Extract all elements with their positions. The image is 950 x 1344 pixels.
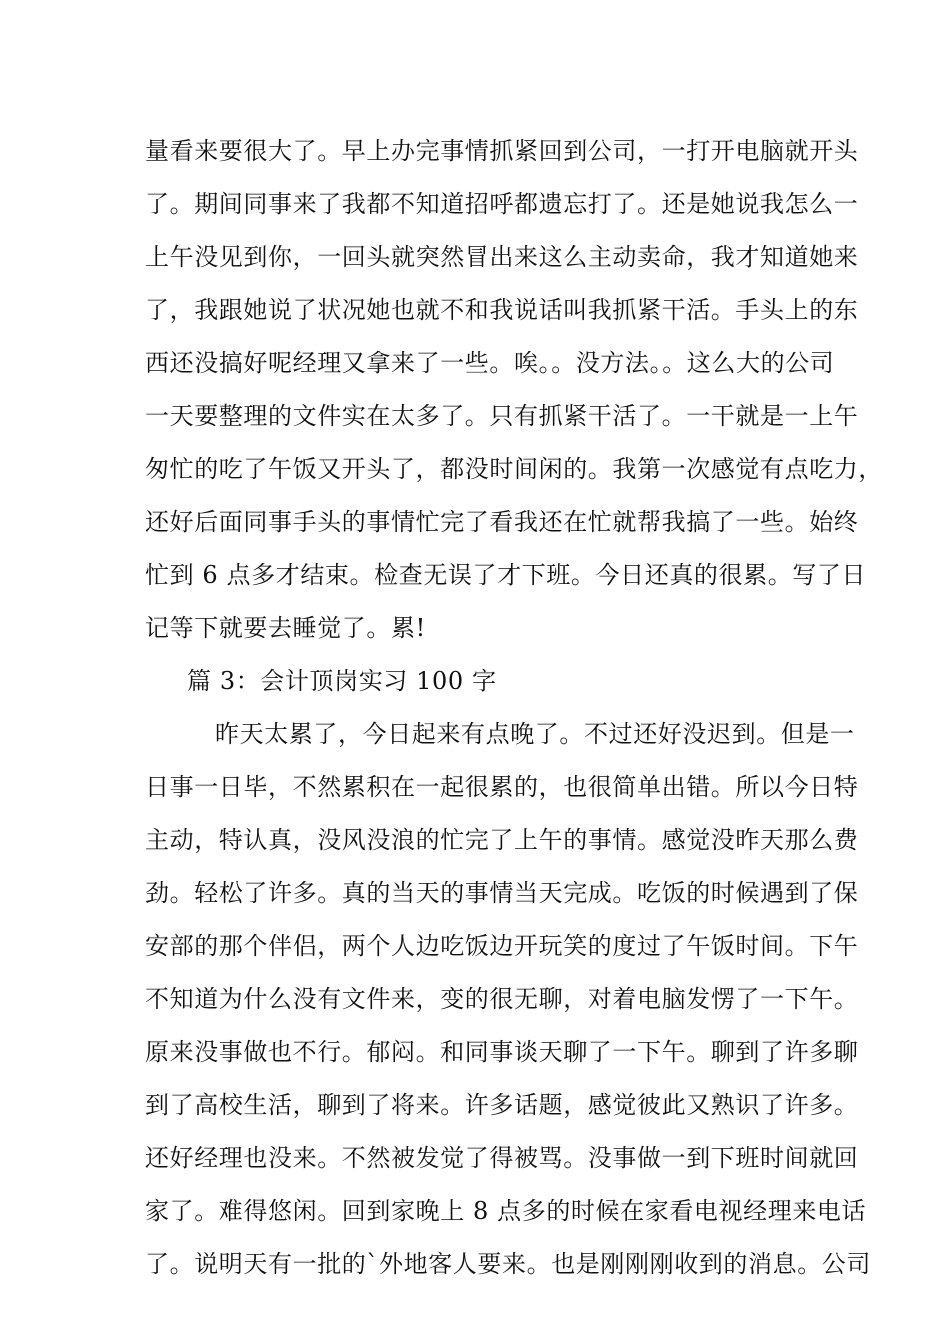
text-line: 了。期间同事来了我都不知道招呼都遗忘打了。还是她说我怎么一 <box>145 190 859 218</box>
text-line: 家了。难得悠闲。回到家晚上 8 点多的时候在家看电视经理来电话 <box>145 1197 867 1225</box>
text-line: 日事一日毕，不然累积在一起很累的，也很简单出错。所以今日特 <box>145 773 859 801</box>
document-body <box>145 125 883 1291</box>
text-line: 量看来要很大了。早上办完事情抓紧回到公司，一打开电脑就开头 <box>145 137 859 165</box>
text-line: 到了高校生活，聊到了将来。许多话题，感觉彼此又熟识了许多。 <box>145 1091 859 1119</box>
text-line: 不知道为什么没有文件来，变的很无聊，对着电脑发愣了一下午。 <box>145 985 859 1013</box>
paragraph-1 <box>145 125 883 655</box>
text-line: 安部的那个伴侣，两个人边吃饭边开玩笑的度过了午饭时间。下午 <box>145 932 859 960</box>
text-line: 了，我跟她说了状况她也就不和我说话叫我抓紧干活。手头上的东 <box>145 296 859 324</box>
text-line: 主动，特认真，没风没浪的忙完了上午的事情。感觉没昨天那么费 <box>145 826 859 854</box>
section-heading: 篇 3：会计顶岗实习 100 字 <box>187 667 497 695</box>
text-line: 昨天太累了，今日起来有点晚了。不过还好没迟到。但是一 <box>215 720 855 748</box>
text-line: 记等下就要去睡觉了。累! <box>145 614 426 642</box>
text-line: 一天要整理的文件实在太多了。只有抓紧干活了。一干就是一上午 <box>145 402 859 430</box>
paragraph-2 <box>145 708 871 1291</box>
text-line: 匆忙的吃了午饭又开头了，都没时间闲的。我第一次感觉有点吃力， <box>145 455 883 483</box>
text-line: 原来没事做也不行。郁闷。和同事谈天聊了一下午。聊到了许多聊 <box>145 1038 859 1066</box>
text-line: 上午没见到你，一回头就突然冒出来这么主动卖命，我才知道她来 <box>145 243 859 271</box>
text-line: 忙到 6 点多才结束。检查无误了才下班。今日还真的很累。写了日 <box>145 561 867 589</box>
text-line: 了。说明天有一批的`外地客人要来。也是刚刚刚收到的消息。公司 <box>145 1250 871 1278</box>
text-line: 西还没搞好呢经理又拿来了一些。唉。。没方法。。这么大的公司 <box>145 349 835 377</box>
text-line: 还好经理也没来。不然被发觉了得被骂。没事做一到下班时间就回 <box>145 1144 859 1172</box>
text-line: 还好后面同事手头的事情忙完了看我还在忙就帮我搞了一些。始终 <box>145 508 859 536</box>
text-line: 劲。轻松了许多。真的当天的事情当天完成。吃饭的时候遇到了保 <box>145 879 859 907</box>
